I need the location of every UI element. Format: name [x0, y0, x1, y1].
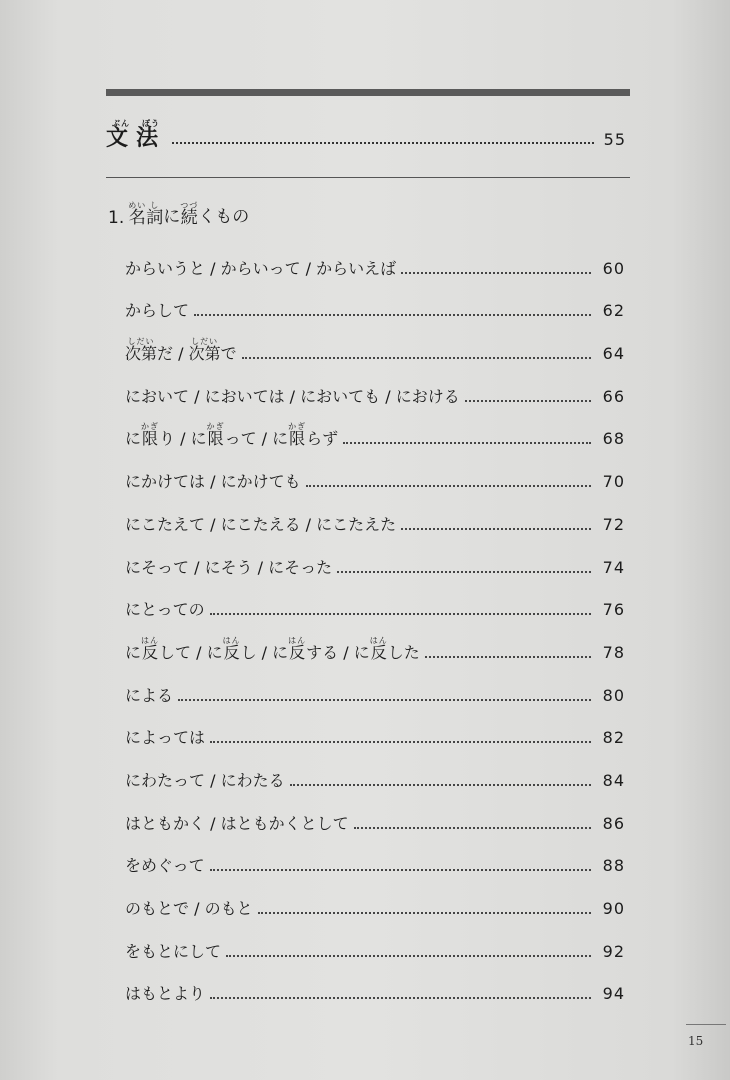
- subsection-heading: [108, 197, 249, 227]
- toc-entry[interactable]: [125, 372, 625, 415]
- kanji-base: 次第: [188, 344, 221, 364]
- leader-dots: [401, 528, 591, 530]
- toc-entry[interactable]: [125, 970, 625, 1013]
- toc-entry-label: [125, 258, 397, 278]
- leader-dots: [242, 357, 591, 359]
- text-segment: に: [163, 207, 181, 227]
- leader-dots: [226, 955, 591, 957]
- toc-entry-list: [125, 244, 625, 1012]
- furigana: しだい: [127, 337, 155, 347]
- ruby-word: [207, 422, 225, 447]
- text-segment: による: [125, 685, 174, 705]
- text-segment: して / に: [159, 642, 223, 662]
- text-segment: し / に: [240, 642, 289, 662]
- toc-entry-label: [125, 474, 301, 490]
- toc-entry-label: [125, 813, 349, 833]
- text-segment: にかけては / にかけても: [125, 472, 301, 492]
- ruby-word: [189, 337, 221, 362]
- toc-entry-page-number: 60: [602, 258, 625, 278]
- furigana: し: [150, 201, 160, 210]
- toc-entry-label: [125, 337, 237, 362]
- text-segment: にわたって / にわたる: [125, 770, 285, 790]
- toc-entry[interactable]: [125, 287, 625, 330]
- ruby-word: [288, 422, 306, 447]
- ruby-word: [370, 636, 388, 661]
- toc-entry-label: [125, 901, 253, 917]
- text-segment: をめぐって: [125, 856, 205, 876]
- toc-entry[interactable]: [125, 799, 625, 842]
- leader-dots: [354, 827, 591, 829]
- toc-entry-label: [125, 730, 205, 746]
- toc-entry-page-number: 62: [602, 301, 625, 321]
- section-heading: [106, 116, 626, 150]
- text-segment: によっては: [125, 728, 206, 748]
- leader-dots: [465, 400, 591, 402]
- furigana: ぽう: [142, 119, 161, 128]
- section-page-number: 55: [603, 130, 626, 149]
- leader-dots: [210, 741, 591, 743]
- ruby-word: [223, 636, 241, 661]
- toc-entry-page-number: 80: [602, 685, 625, 705]
- text-segment: にそって / にそう / にそった: [125, 557, 333, 577]
- text-segment: した: [387, 642, 420, 662]
- folio-rule: [686, 1024, 726, 1025]
- text-segment: にとっての: [125, 600, 205, 620]
- furigana: はん: [141, 635, 160, 645]
- furigana: しだい: [191, 337, 219, 347]
- toc-entry-page-number: 64: [602, 344, 625, 364]
- toc-entry-label: [125, 386, 460, 406]
- toc-entry-label: [125, 636, 420, 661]
- text-segment: をもとにして: [125, 941, 222, 961]
- toc-entry-label: [125, 422, 338, 447]
- toc-entry-label: [125, 941, 222, 961]
- kanji-base: 次第: [125, 344, 158, 364]
- text-segment: からして: [125, 301, 190, 321]
- furigana: かぎ: [288, 422, 307, 432]
- leader-dots: [194, 314, 591, 316]
- toc-entry[interactable]: [125, 884, 625, 927]
- ruby-word: [106, 119, 136, 150]
- furigana: かぎ: [141, 422, 160, 432]
- toc-entry[interactable]: [125, 842, 625, 885]
- furigana: つづ: [180, 201, 199, 210]
- text-segment: はもとより: [125, 984, 206, 1004]
- toc-entry-label: [125, 770, 285, 790]
- furigana: めい: [128, 201, 147, 210]
- toc-entry[interactable]: [125, 457, 625, 500]
- kanji-base: 反: [289, 642, 306, 662]
- toc-entry[interactable]: [125, 671, 625, 714]
- leader-dots: [337, 571, 591, 573]
- kanji-base: 続: [180, 208, 198, 228]
- toc-entry-page-number: 90: [602, 899, 625, 918]
- kanji-base: 限: [207, 429, 224, 449]
- kanji-base: 限: [289, 429, 306, 449]
- toc-entry-page-number: 92: [602, 941, 625, 961]
- leader-dots: [178, 699, 591, 701]
- toc-entry[interactable]: [125, 543, 625, 586]
- toc-entry[interactable]: [125, 415, 625, 458]
- text-segment: り / に: [159, 429, 207, 449]
- leader-dots: [210, 869, 591, 871]
- toc-entry-page-number: 74: [602, 557, 625, 577]
- furigana: かぎ: [206, 422, 225, 432]
- page-folio: 15: [688, 1034, 704, 1048]
- toc-entry-page-number: 88: [602, 856, 625, 876]
- ruby-word: [141, 636, 159, 661]
- ruby-word: [128, 201, 146, 227]
- toc-entry-label: [125, 685, 174, 705]
- kanji-base: 文: [106, 126, 137, 151]
- ruby-word: [146, 201, 163, 227]
- toc-entry[interactable]: [125, 244, 625, 287]
- toc-entry[interactable]: [125, 500, 625, 543]
- text-segment: に: [125, 429, 142, 449]
- ruby-word: [125, 337, 157, 362]
- leader-dots: [425, 656, 591, 658]
- toc-entry-label: [125, 602, 205, 618]
- toc-entry-label: [125, 514, 397, 534]
- kanji-base: 詞: [146, 208, 164, 228]
- furigana: はん: [222, 635, 241, 645]
- furigana: はん: [369, 635, 388, 645]
- toc-entry[interactable]: [125, 927, 625, 970]
- toc-entry-page-number: 72: [602, 514, 625, 534]
- leader-dots: [172, 142, 594, 144]
- text-segment: はともかく / はともかくとして: [125, 813, 349, 833]
- text-segment: からいうと / からいって / からいえば: [125, 258, 397, 278]
- toc-entry[interactable]: [125, 586, 625, 629]
- kanji-base: 名: [128, 208, 146, 228]
- kanji-base: 法: [136, 126, 167, 151]
- toc-entry[interactable]: [125, 756, 625, 799]
- text-segment: にこたえて / にこたえる / にこたえた: [125, 514, 397, 534]
- toc-entry[interactable]: [125, 714, 625, 757]
- top-rule: [106, 89, 630, 96]
- ruby-word: [288, 636, 306, 661]
- kanji-base: 反: [370, 642, 387, 662]
- kanji-base: 反: [142, 642, 159, 662]
- kanji-base: 限: [142, 429, 159, 449]
- kanji-base: 反: [223, 642, 240, 662]
- ruby-word: [136, 119, 166, 150]
- toc-entry-page-number: 84: [602, 770, 625, 790]
- toc-entry-page-number: 78: [602, 642, 625, 662]
- toc-entry[interactable]: [125, 628, 625, 671]
- toc-entry-page-number: 68: [602, 429, 625, 449]
- toc-entry[interactable]: [125, 329, 625, 372]
- leader-dots: [290, 784, 591, 786]
- text-segment: くもの: [198, 207, 250, 227]
- toc-entry-label: [125, 986, 205, 1002]
- toc-entry-page-number: 94: [602, 984, 625, 1004]
- divider-rule: [106, 177, 630, 178]
- leader-dots: [258, 912, 591, 914]
- subsection-number: 1.: [108, 208, 125, 228]
- leader-dots: [343, 442, 591, 444]
- furigana: ぶん: [112, 119, 130, 128]
- leader-dots: [210, 613, 591, 615]
- leader-dots: [401, 272, 591, 274]
- toc-entry-page-number: 82: [602, 728, 625, 748]
- toc-entry-page-number: 70: [602, 472, 625, 492]
- toc-entry-label: [125, 858, 205, 874]
- subsection-title: [128, 201, 249, 227]
- ruby-word: [141, 422, 159, 447]
- toc-entry-label: [125, 557, 333, 577]
- text-segment: において / においては / においても / における: [125, 386, 460, 406]
- text-segment: らず: [306, 429, 339, 449]
- section-title: [106, 119, 166, 150]
- text-segment: だ /: [157, 344, 189, 364]
- toc-entry-label: [125, 303, 189, 319]
- toc-entry-page-number: 76: [602, 600, 625, 620]
- text-segment: する / に: [306, 642, 370, 662]
- leader-dots: [210, 997, 591, 999]
- text-segment: で: [220, 344, 237, 364]
- text-segment: って / に: [224, 429, 289, 449]
- toc-entry-page-number: 86: [602, 813, 625, 833]
- leader-dots: [306, 485, 591, 487]
- ruby-word: [180, 201, 198, 227]
- furigana: はん: [288, 635, 307, 645]
- text-segment: に: [125, 642, 142, 662]
- toc-entry-page-number: 66: [602, 386, 625, 406]
- text-segment: のもとで / のもと: [125, 899, 253, 918]
